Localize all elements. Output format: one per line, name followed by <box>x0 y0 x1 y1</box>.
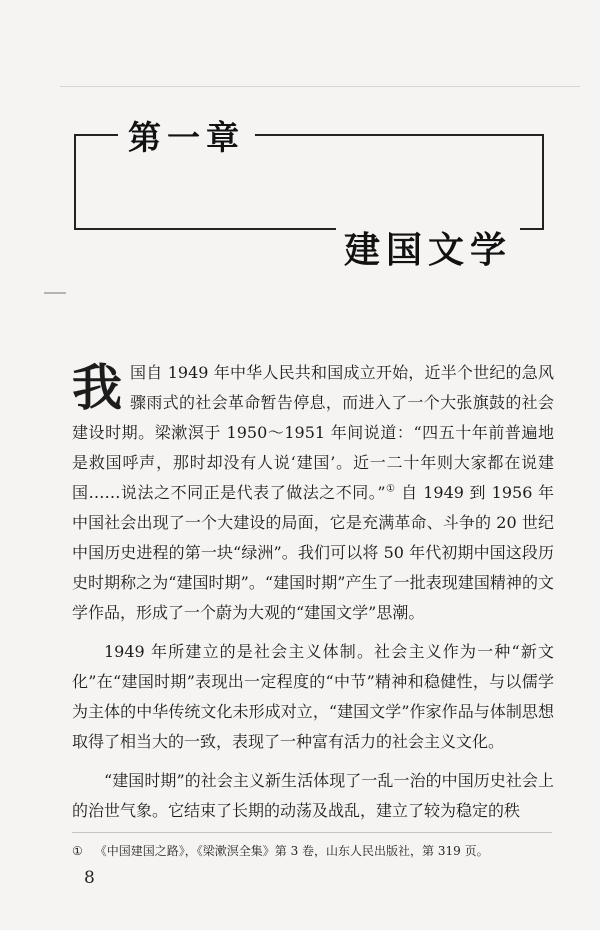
running-header-bleed <box>60 70 580 87</box>
drop-cap: 我 <box>72 359 122 417</box>
footnote-text: 《中国建国之路》，《梁漱溟全集》第 3 卷，山东人民出版社，第 319 页。 <box>94 844 489 858</box>
page-number: 8 <box>84 868 95 888</box>
chapter-title: 建国文学 <box>336 222 520 273</box>
paragraph-2: 1949 年所建立的是社会主义体制。社会主义作为一种“新文化”在“建国时期”表现出一定程度的“中节”精神和稳健性，与以儒学为主体的中华传统文化未形成对立，“建国文学”作家作品与体制思想取得了相当大的一致，表现了一种富有活力的社会主义文化。 <box>72 642 554 751</box>
body-text <box>72 358 554 835</box>
margin-mark <box>44 292 66 294</box>
paragraph-1 <box>72 358 554 628</box>
footnote-mark: ① <box>72 844 83 858</box>
footnote <box>72 842 552 860</box>
paragraph-3: “建国时期”的社会主义新生活体现了一乱一治的中国历史社会上的治世气象。它结束了长期的动荡及战乱，建立了较为稳定的秩 <box>72 771 554 820</box>
footnote-divider <box>72 832 552 833</box>
paragraph-1-text: 国自 1949 年中华人民共和国成立开始，近半个世纪的急风骤雨式的社会革命暂告停息，而进入了一个大张旗鼓的社会建设时期。梁漱溟于 1950～1951 年间说道：“四五十年前普遍地是救国呼声，那时却没有人说‘建国’。近一二十年则大家都在说建国……说法之不同正是代表了做法之不同。” <box>72 363 554 502</box>
chapter-number: 第一章 <box>118 112 255 159</box>
paragraph-1-rest: 自 1949 到 1956 年中国社会出现了一个大建设的局面，它是充满革命、斗争的 20 世纪中国历史进程的第一块“绿洲”。我们可以将 50 年代初期中国这段历史时期称之为“建国时期”。“建国时期”产生了一批表现建国精神的文学作品，形成了一个蔚为大观的“建国文学”思潮。 <box>72 483 554 622</box>
footnote-reference[interactable]: ① <box>385 483 396 495</box>
